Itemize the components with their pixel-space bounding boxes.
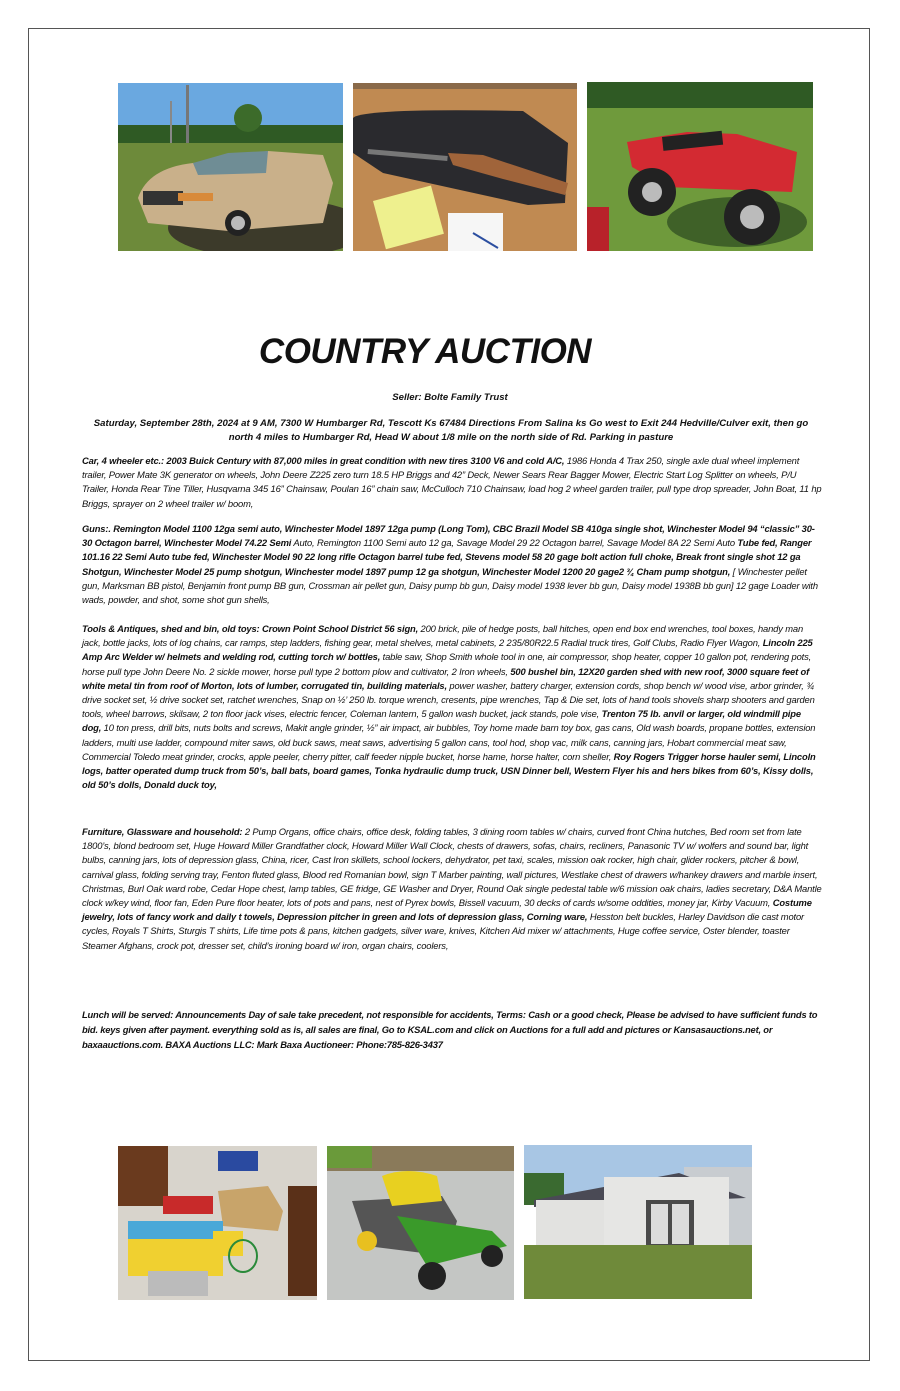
seller-line: Seller: Bolte Family Trust [392, 392, 508, 403]
section-tools-heading: Tools & Antiques, shed and bin, old toys: Crown Point School District 56 sign, [82, 623, 419, 634]
zero-turn-mower-photo [327, 1146, 514, 1300]
section-car-highlight: 2003 Buick Century with 87,000 miles in great condition with new tires 3100 V6 and cold A/C, [163, 455, 565, 466]
section-car [82, 454, 822, 511]
section-furniture-text-1: 2 Pump Organs, office chairs, office desk, folding tables, 3 dining room tables w/ chairs, curved front China hutches, Bed room set from late 1800’s, blond bedroom set, Huge Howard Miller Grandfather clock, Howard Miller Wall Clock, chests of drawers, sofas, chairs, recliners, Panasonic TV w/ wolfers and sound bar, light bulbs, canning jars, lots of depression glass, China, ricer, Cast Iron skillets, school lockers, dehydrator, pet taxi, scales, mission oak rocker, high chair, glider rockers, pitcher & bowl, carnival glass, folding serving tray, Fenton fluted glass, Blood red Romanian bowl, sign T Marber painting, wall pictures, Westlake chest of drawers w/hankey drawers and marble insert, Christmas, Burl Oak ward robe, Cedar Hope chest, lamp tables, GE fridge, GE Washer and Dryer, Round Oak single pedestal table w/6 mission oak chairs, ladies secretary, D&A Mantle clock w/key wind, floor fan, Eden Pure floor heater, lots of pots and pans, nest of Pyrex bowls, Bissell vacuum, 30 decks of cards w/some oddities, money jar, Kirby Vacuum, [82, 826, 822, 909]
section-car-text: 1986 Honda 4 Trax 250, single axle dual wheel implement trailer, Power Mate 3K generator on wheels, John Deere Z225 zero turn 18.5 HP Briggs and 42” Deck, Newer Sears Rear Bagger Mower, Electric Start Log Splitter on wheels, P/U Trailer, Honda Rear Tine Tiller, Husqvarna 345 16” Chainsaw, Poulan 16” chain saw, McCulloch 710 Chainsaw, load hog 2 wheel garden trailer, pull type drop spreader, John Boat, 11 hp Briggs, sprayer on 2 wheel trailer w/ boom, [82, 455, 822, 509]
section-tools-highlight-4: Trenton 75 lb. anvil or larger, old windmill pipe dog, [82, 708, 801, 734]
red-atv-photo [587, 82, 813, 251]
section-guns-text-2: [ Winchester pellet gun, Marksman BB pistol, Benjamin front pump BB gun, Crossman air pellet gun, Daisy pump bb gun, Daisy model 1938 lever bb gun, Daisy model 1938B bb gun] 12 gage Loader with wads, powder, and shot, some shot gun shells, [82, 565, 818, 606]
section-guns-heading: Guns:. Remington Model 1100 12ga semi auto, Winchester Model 1897 12ga pump (Long Tom), CBC Brazil Model SB 410ga single shot, Winchester Model 94 “classic” 30-30 Octagon barrel, Winchester Model 74.22 Semi [82, 523, 815, 549]
garden-shed-photo [524, 1145, 752, 1299]
terms-and-contact: Lunch will be served: Announcements Day of sale take precedent, not responsible for accidents, Terms: Cash or a good check, Please be advised to have sufficient funds to bid. keys given after payment. everything sold as is, all sales are final, Go to KSAL.com and click on Auctions for a full add and pictures or Kansasauctions.net, or baxaauctions.com. BAXA Auctions LLC: Mark Baxa Auctioneer: Phone:785-826-3437 [82, 1009, 818, 1050]
section-tools-text-2: table saw, Shop Smith whole tool in one, air compressor, shop heater, copper 10 gallon pot, rendering pots, horse pull type John Deere No. 2 sickle mower, horse pull type 2 bottom plow and cultivator, 2 Iron wheels, [82, 651, 812, 677]
section-guns [82, 522, 822, 607]
section-furniture-highlight-2: Costume jewelry, lots of fancy work and daily t towels, Depression pitcher in green and lots of depression glass, Corning ware, [82, 897, 812, 923]
section-tools-text-1: 200 brick, pile of hedge posts, ball hitches, open end box end wrenches, tool boxes, handy man jack, bottle jacks, lots of log chains, car ramps, step ladders, fishing gear, metal shelves, metal cabinets, 2 235/80R22.5 Radial truck tires, Golf Clubs, Radio Flyer Wagon, [82, 623, 804, 649]
section-furniture [82, 825, 822, 953]
section-guns-highlight-2: Tube fed, Ranger 101.16 22 Semi Auto tube fed, Winchester Model 90 22 long rifle Octagon barrel tube fed, Stevens model 58 20 gage bolt action full choke, Break front single shot 12 ga Shotgun, Winchester Model 25 pump shotgun, Winchester model 1897 pump 12 ga shotgun, Winchester Model 1200 20 gage2 ¾ Cham pump shotgun, [82, 537, 812, 577]
section-tools-text-4: 10 ton press, drill bits, nuts bolts and screws, Makit angle grinder, ½” air impact, air bubbles, Toy home made barn toy box, gas cans, Old wash boards, propane bottles, extension ladders, multi use ladder, compound miter saws, old buck saws, meat saws, advertising 5 gallon cans, tool hod, shop vac, milk cans, canning jars, Hobart commercial meat saw, Commercial Toledo meat grinder, crocks, apple peeler, cherry pitter, calf feeder nipple bucket, horse hame, horse halter, corn sheller, [82, 722, 816, 762]
section-tools-highlight-2: Lincoln 225 Amp Arc Welder w/ helmets and welding rod, cutting torch w/ bottles, [82, 637, 813, 663]
section-furniture-text-2: Hesston belt buckles, Harley Davidson die cast motor cycles, Royals T Shirts, Sturgis T shirts, Life time pots & pans, kitchen gadgets, silver ware, knives, Kitchen Aid mixer w/ attachments, Huge coffee service, Oster blender, toaster Steamer Afghans, crock pot, dresser set, child’s ironing board w/ iron, organ chairs, coolers, [82, 911, 805, 951]
date-location-directions: Saturday, September 28th, 2024 at 9 AM, 7300 W Humbarger Rd, Tescott Ks 67484 Directions From Salina ks Go west to Exit 244 Hedville/Culver exit, then go north 4 miles to Humbarger Rd, Head W about 1/8 mile on the north side of Rd. Parking in pasture [93, 418, 809, 443]
toy-trucks-photo [118, 1146, 317, 1300]
section-car-heading: Car, 4 wheeler etc.: [82, 455, 164, 466]
section-tools-highlight-3: 500 bushel bin, 12X20 garden shed with new roof, 3000 square feet of white metal tin from roof of Morton, lots of lumber, corrugated tin, building materials, [82, 665, 810, 691]
section-tools [82, 622, 822, 792]
section-guns-text-1: Auto, Remington 1100 Semi auto 12 ga, Savage Model 29 22 Octagon barrel, Savage Model 8A 22 Semi Auto [291, 537, 735, 549]
buick-car-photo [118, 83, 343, 251]
section-tools-text-3: power washer, battery charger, extension cords, shop bench w/ wood vise, arbor grinder, ¾ drive socket set, ½ drive socket set, ratchet wrenches, Snap on ½’ 250 lb. torque wrench, cresents, pipe wrenches, Tap & Die set, lots of hand tools shovels sharp shooters and garden tools, wheel barrows, skilsaw, 2 ton floor jack vises, electric fencer, Coleman lantern, 5 gallon wash bucket, jack stands, pole vise, [82, 679, 815, 720]
section-tools-highlight-5: Roy Rogers Trigger horse hauler semi, Lincoln logs, batter operated dump truck from 50’s, ball bats, board games, Tonka hydraulic dump truck, USN Dinner bell, Western Flyer his and hers bikes from 60’s, Kissy dolls, old 50’s dolls, Donald duck toy, [82, 750, 816, 791]
auction-title: COUNTRY AUCTION [258, 332, 592, 371]
rifle-in-case-photo [353, 83, 577, 251]
section-furniture-heading: Furniture, Glassware and household: [82, 826, 243, 837]
